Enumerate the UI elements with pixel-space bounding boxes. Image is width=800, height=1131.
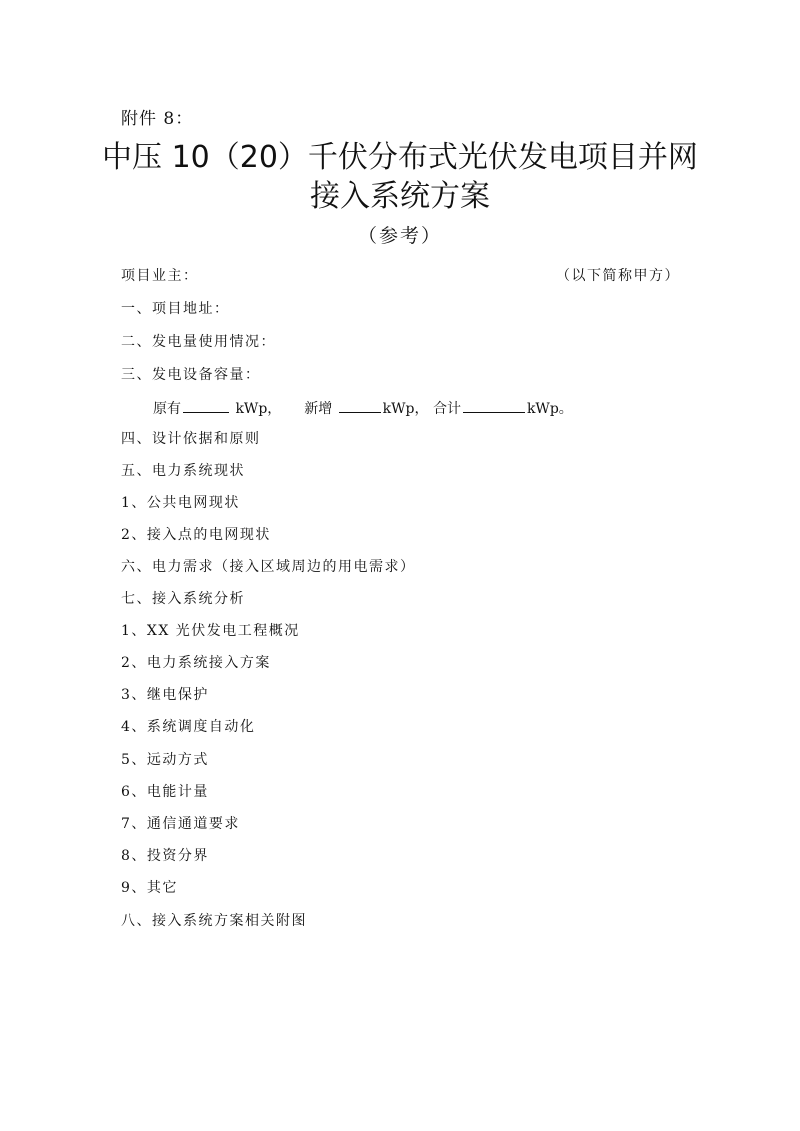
capacity-unit: kWp， [382, 401, 429, 417]
section-item: 八、接入系统方案相关附图 [121, 913, 307, 929]
capacity-unit: kWp， [235, 401, 282, 417]
section-item: 1、公共电网现状 [121, 495, 240, 511]
section-item: 7、通信通道要求 [121, 816, 240, 832]
section-item: 9、其它 [121, 880, 178, 896]
section-item: 2、电力系统接入方案 [121, 655, 271, 671]
section-item: 2、接入点的电网现状 [121, 527, 271, 543]
document-title-line1: 中压 10（20）千伏分布式光伏发电项目并网 [102, 140, 698, 175]
capacity-line [153, 398, 573, 418]
section-item: 8、投资分界 [121, 848, 209, 864]
capacity-existing-blank [183, 398, 229, 413]
section-item: 七、接入系统分析 [121, 591, 245, 607]
section-item: 六、电力需求（接入区域周边的用电需求） [121, 559, 416, 575]
owner-label: 项目业主： [121, 268, 199, 284]
section-item: 6、电能计量 [121, 784, 209, 800]
capacity-new-label: 新增 [304, 401, 333, 417]
capacity-new-blank [339, 398, 381, 413]
capacity-unit: kWp。 [526, 401, 573, 417]
document-subtitle: （参考） [357, 225, 442, 247]
section-item: 3、继电保护 [121, 687, 209, 703]
section-item: 四、设计依据和原则 [121, 431, 261, 447]
capacity-total-label: 合计 [432, 401, 461, 417]
section-item: 一、项目地址： [121, 301, 230, 317]
section-item: 4、系统调度自动化 [121, 719, 256, 735]
capacity-total-blank [463, 398, 525, 413]
capacity-existing-label: 原有 [153, 401, 181, 417]
section-item: 五、电力系统现状 [121, 463, 245, 479]
section-item: 二、发电量使用情况： [121, 334, 276, 350]
section-item: 1、XX 光伏发电工程概况 [121, 623, 300, 639]
section-item: 三、发电设备容量： [121, 367, 261, 383]
section-item: 5、远动方式 [121, 752, 209, 768]
document-title-line2: 接入系统方案 [310, 179, 490, 214]
owner-note: （以下简称甲方） [556, 268, 680, 284]
attachment-label: 附件 8： [121, 109, 194, 129]
